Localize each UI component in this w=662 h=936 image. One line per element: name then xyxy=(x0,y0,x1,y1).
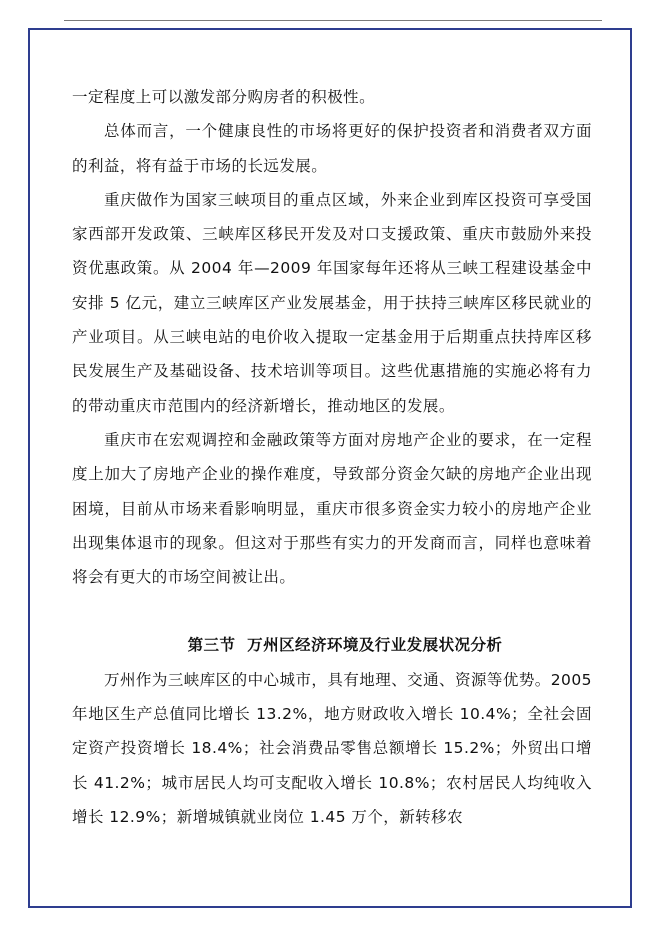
paragraph-regulation: 重庆市在宏观调控和金融政策等方面对房地产企业的要求，在一定程度上加大了房地产企业的操作难度，导致部分资金欠缺的房地产企业出现困境，目前从市场来看影响明显，重庆市很多资金实力较小的房地产企业出现集体退市的现象。但这对于那些有实力的开发商而言，同样也意味着将会有更大的市场空间被让出。 xyxy=(72,430,592,587)
section-heading xyxy=(72,628,592,662)
paragraph-summary: 总体而言，一个健康良性的市场将更好的保护投资者和消费者双方面的利益，将有益于市场的长远发展。 xyxy=(72,122,592,175)
document-body xyxy=(72,80,592,834)
paragraph-continuation: 一定程度上可以激发部分购房者的积极性。 xyxy=(72,88,376,106)
paragraph-policy: 重庆做作为国家三峡项目的重点区域，外来企业到库区投资可享受国家西部开发政策、三峡库区移民开发及对口支援政策、重庆市鼓励外来投资优惠政策。从 2004 年—2009 年国家每年还将从三峡工程建设基金中安排 5 亿元，建立三峡库区产业发展基金，用于扶持三峡库区移民就业的产业项目。从三峡电站的电价收入提取一定基金用于后期重点扶持库区移民发展生产及基础设备、技术培训等项目。这些优惠措施的实施必将有力的带动重庆市范围内的经济新增长，推动地区的发展。 xyxy=(72,190,592,415)
paragraph-wanzhou-economy: 万州作为三峡库区的中心城市，具有地理、交通、资源等优势。2005 年地区生产总值同比增长 13.2%，地方财政收入增长 10.4%；全社会固定资产投资增长 18.4%；社会消费品零售总额增长 15.2%；外贸出口增长 41.2%；城市居民人均可支配收入增长 10.8%；农村居民人均纯收入增长 12.9%；新增城镇就业岗位 1.45 万个，新转移农 xyxy=(72,670,592,826)
header-rule xyxy=(64,20,602,21)
section-title: 万州区经济环境及行业发展状况分析 xyxy=(247,636,503,655)
section-number: 第三节 xyxy=(187,636,236,655)
